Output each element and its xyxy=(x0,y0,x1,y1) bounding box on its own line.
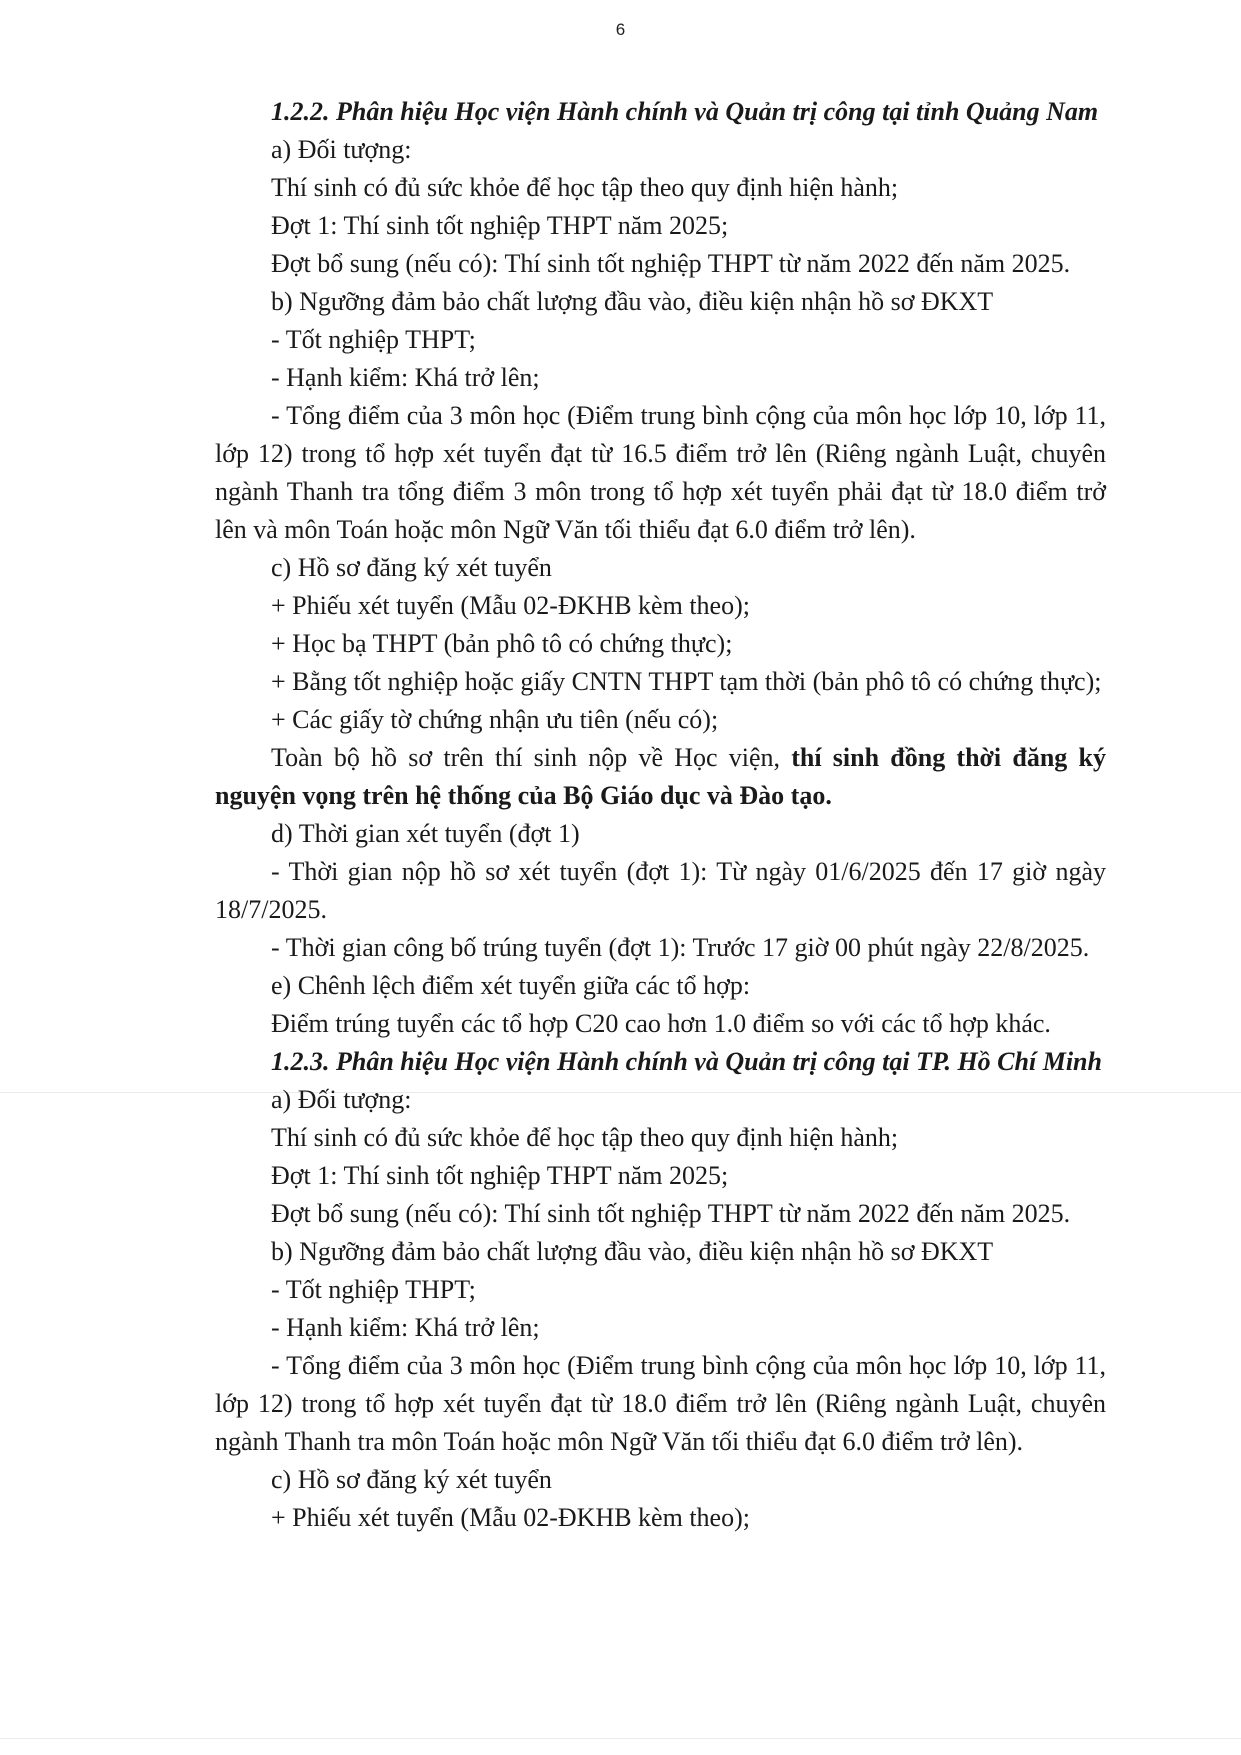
scan-artifact-line xyxy=(0,1738,1241,1739)
subsection-heading: d) Thời gian xét tuyển (đợt 1) xyxy=(271,819,580,848)
paragraph: Đợt 1: Thí sinh tốt nghiệp THPT năm 2025; xyxy=(271,1161,729,1190)
note-text: Toàn bộ hồ sơ trên thí sinh nộp về Học viện, xyxy=(271,743,792,772)
list-item: - Tốt nghiệp THPT; xyxy=(271,1275,476,1304)
paragraph: Đợt 1: Thí sinh tốt nghiệp THPT năm 2025; xyxy=(271,211,729,240)
list-item: - Tổng điểm của 3 môn học (Điểm trung bình cộng của môn học lớp 10, lớp 11, lớp 12) trong tổ hợp xét tuyển đạt từ 18.0 điểm trở lên (Riêng ngành Luật, chuyên ngành Thanh tra môn Toán hoặc môn Ngữ Văn tối thiểu đạt 6.0 điểm trở lên). xyxy=(215,1351,1106,1456)
paragraph: Thí sinh có đủ sức khỏe để học tập theo quy định hiện hành; xyxy=(271,173,899,202)
section-title: 1.2.3. Phân hiệu Học viện Hành chính và Quản trị công tại TP. Hồ Chí Minh xyxy=(271,1047,1102,1076)
list-item: + Phiếu xét tuyển (Mẫu 02-ĐKHB kèm theo); xyxy=(271,591,750,620)
list-item: - Tổng điểm của 3 môn học (Điểm trung bình cộng của môn học lớp 10, lớp 11, lớp 12) trong tổ hợp xét tuyển đạt từ 16.5 điểm trở lên (Riêng ngành Luật, chuyên ngành Thanh tra tổng điểm 3 môn trong tổ hợp xét tuyển phải đạt từ 18.0 điểm trở lên và môn Toán hoặc môn Ngữ Văn tối thiểu đạt 6.0 điểm trở lên). xyxy=(215,401,1106,544)
section-1-2-3 xyxy=(215,1043,1106,1537)
section-title: 1.2.2. Phân hiệu Học viện Hành chính và Quản trị công tại tỉnh Quảng Nam xyxy=(271,97,1099,126)
subsection-heading: c) Hồ sơ đăng ký xét tuyển xyxy=(271,553,552,582)
document-body xyxy=(215,93,1106,1537)
page-number: 6 xyxy=(615,20,626,39)
paragraph: Đợt bổ sung (nếu có): Thí sinh tốt nghiệp THPT từ năm 2022 đến năm 2025. xyxy=(271,249,1071,278)
note-emphasis: thí sinh đồng thời đăng ký nguyện vọng trên hệ thống của Bộ Giáo dục và Đào tạo. xyxy=(215,743,1106,810)
list-item: - Thời gian công bố trúng tuyển (đợt 1): Trước 17 giờ 00 phút ngày 22/8/2025. xyxy=(271,933,1090,962)
subsection-heading: b) Ngưỡng đảm bảo chất lượng đầu vào, điều kiện nhận hồ sơ ĐKXT xyxy=(271,1237,994,1266)
list-item: - Tốt nghiệp THPT; xyxy=(271,325,476,354)
paragraph: Đợt bổ sung (nếu có): Thí sinh tốt nghiệp THPT từ năm 2022 đến năm 2025. xyxy=(271,1199,1071,1228)
list-item: + Các giấy tờ chứng nhận ưu tiên (nếu có); xyxy=(271,705,719,734)
paragraph: Điểm trúng tuyển các tổ hợp C20 cao hơn 1.0 điểm so với các tổ hợp khác. xyxy=(271,1009,1051,1038)
note-paragraph xyxy=(215,739,1106,815)
list-item: + Học bạ THPT (bản phô tô có chứng thực); xyxy=(271,629,733,658)
list-item: + Bằng tốt nghiệp hoặc giấy CNTN THPT tạm thời (bản phô tô có chứng thực); xyxy=(271,667,1102,696)
subsection-heading: b) Ngưỡng đảm bảo chất lượng đầu vào, điều kiện nhận hồ sơ ĐKXT xyxy=(271,287,994,316)
subsection-heading: a) Đối tượng: xyxy=(271,135,412,164)
list-item: - Hạnh kiểm: Khá trở lên; xyxy=(271,1313,540,1342)
paragraph: Thí sinh có đủ sức khỏe để học tập theo quy định hiện hành; xyxy=(271,1123,899,1152)
list-item: - Thời gian nộp hồ sơ xét tuyển (đợt 1): Từ ngày 01/6/2025 đến 17 giờ ngày 18/7/2025. xyxy=(215,857,1106,924)
list-item: - Hạnh kiểm: Khá trở lên; xyxy=(271,363,540,392)
subsection-heading: c) Hồ sơ đăng ký xét tuyển xyxy=(271,1465,552,1494)
subsection-heading: e) Chênh lệch điểm xét tuyển giữa các tổ hợp: xyxy=(271,971,751,1000)
list-item: + Phiếu xét tuyển (Mẫu 02-ĐKHB kèm theo); xyxy=(271,1503,750,1532)
section-1-2-2 xyxy=(215,93,1106,1043)
subsection-heading: a) Đối tượng: xyxy=(271,1085,412,1114)
